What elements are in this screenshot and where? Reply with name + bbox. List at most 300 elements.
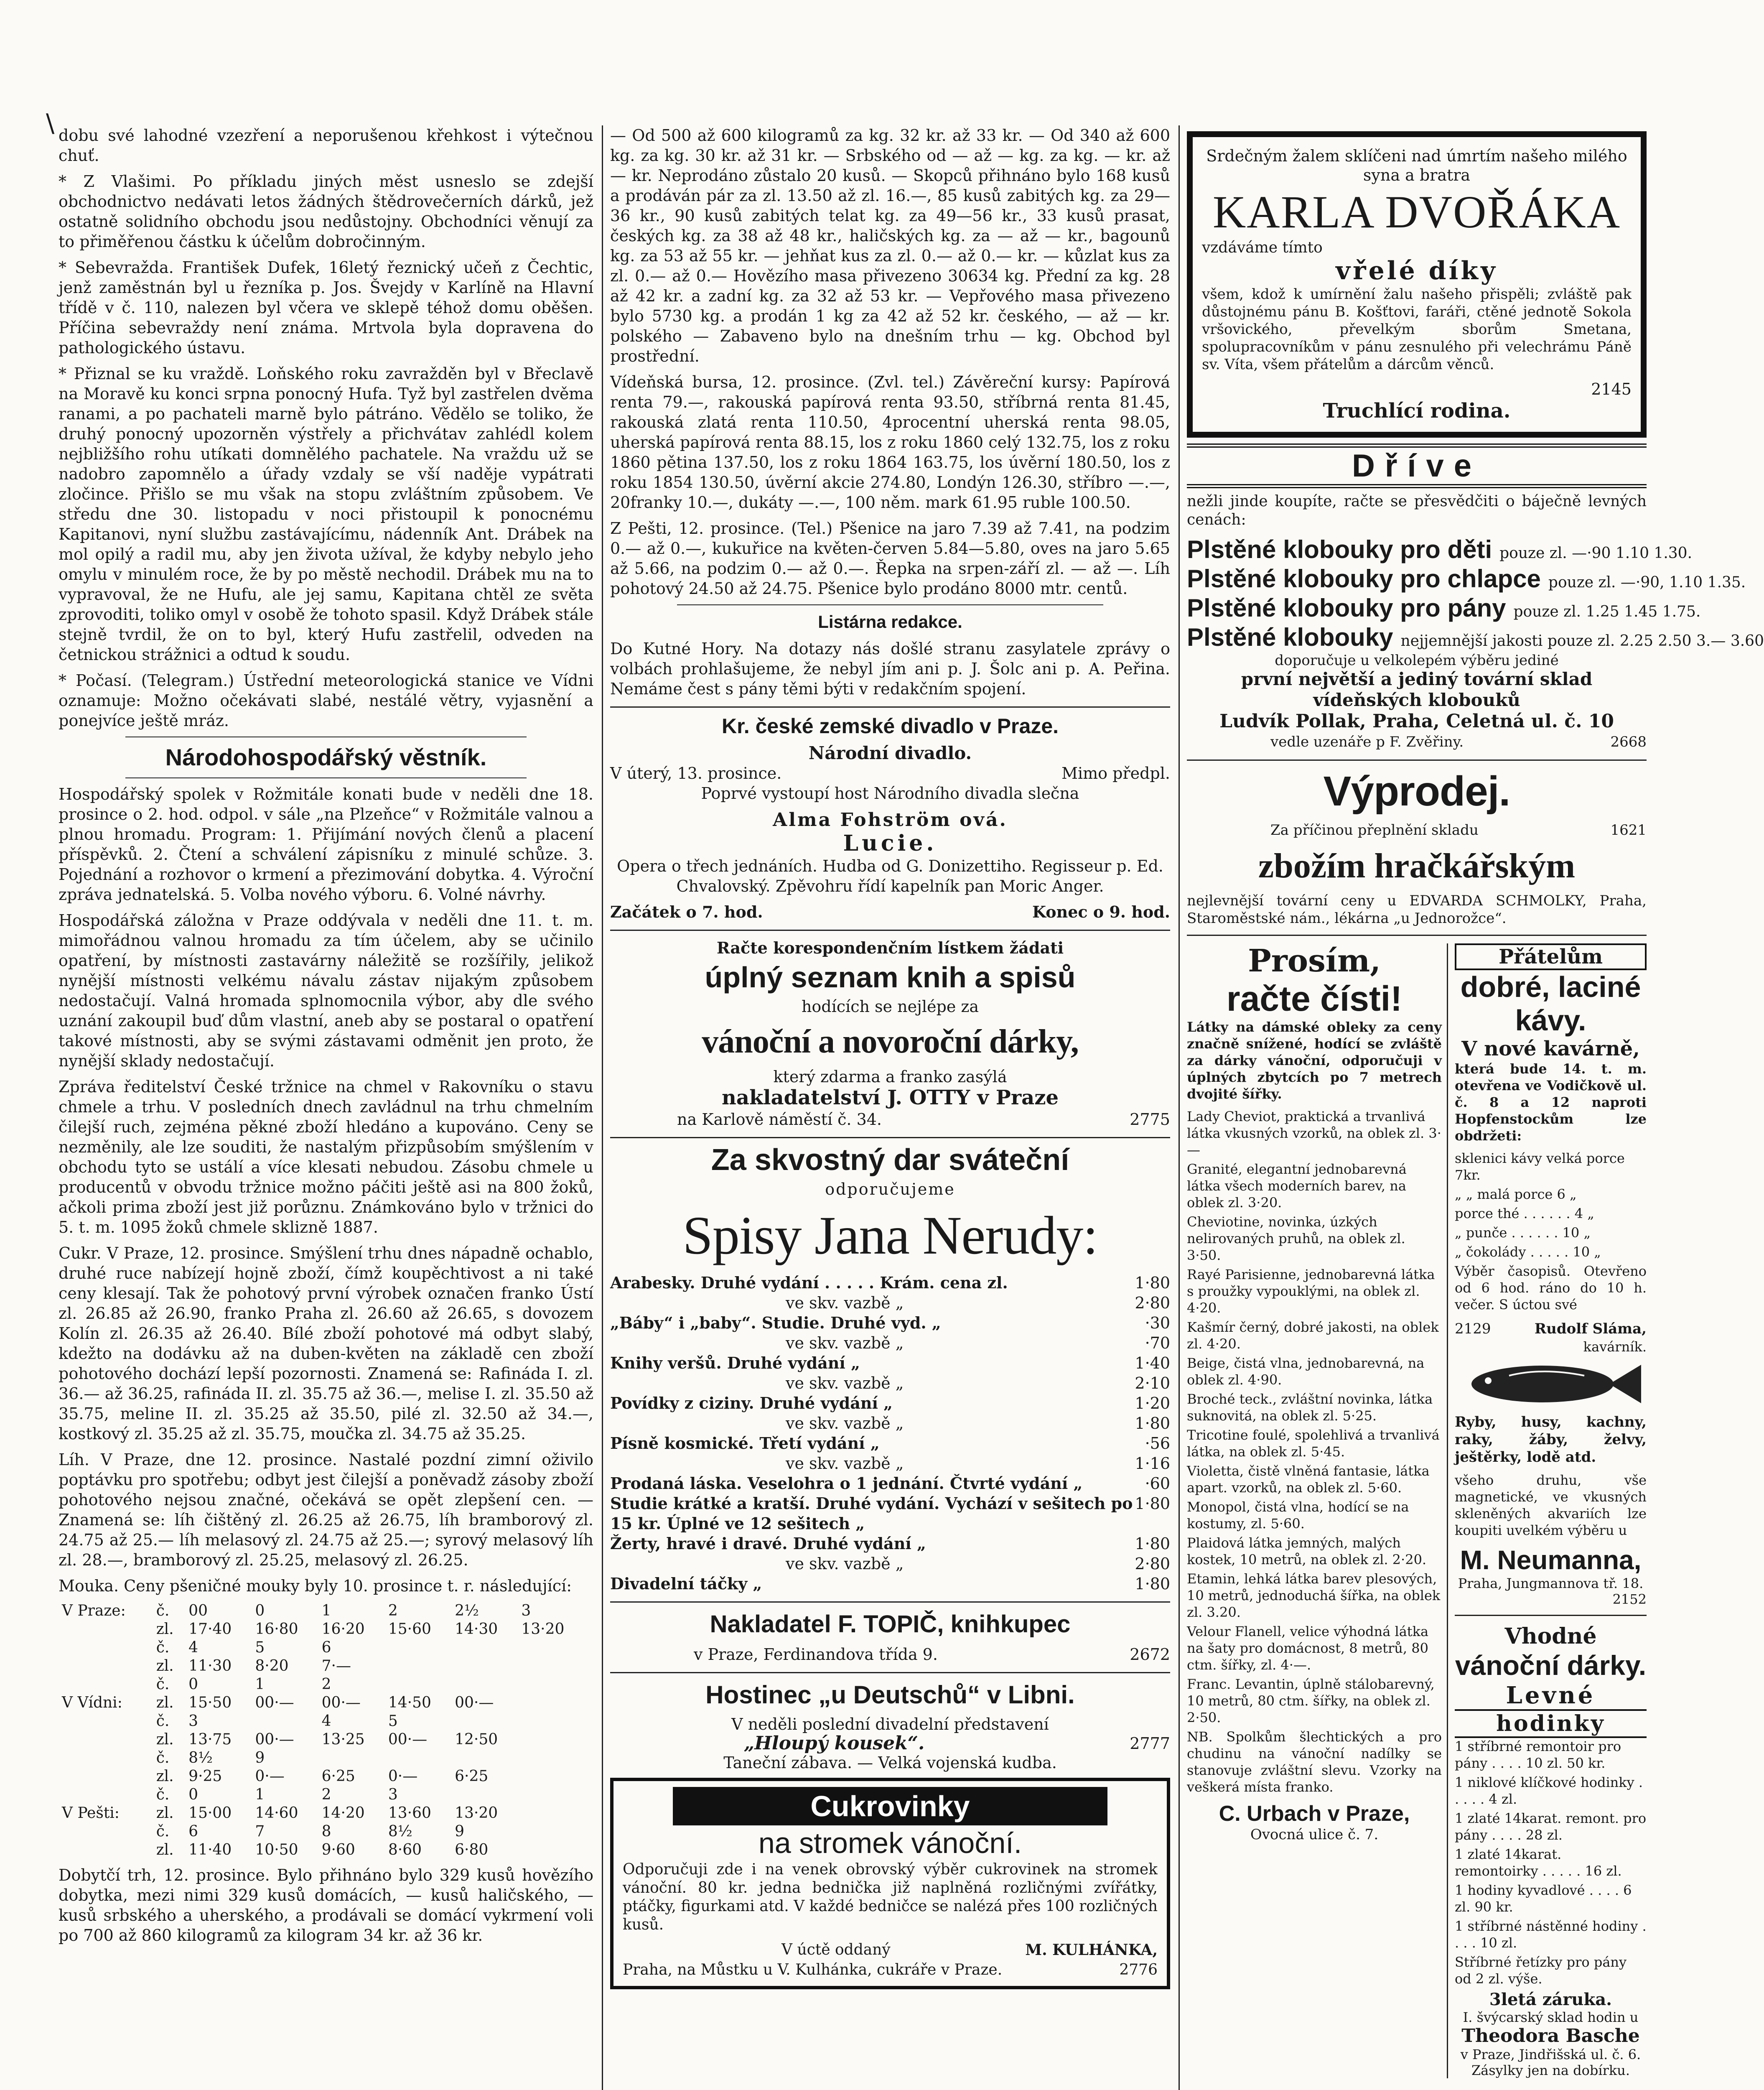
list-item: 1 zlaté 14karat. remontoirky . . . . . 16 zl.: [1455, 1846, 1622, 1879]
table-cell: [385, 1675, 451, 1694]
vyprodej-row: [1187, 820, 1647, 840]
cukrovinky-number: 2776: [1119, 1961, 1158, 1978]
table-cell: 2½: [455, 1602, 479, 1619]
vanocni-title: vánoční dárky.: [1455, 1650, 1647, 1681]
cukrovinky-sign-row: [623, 1940, 1158, 1960]
watch-list: [1455, 1738, 1647, 1987]
vyprodej-title: Výprodej.: [1323, 768, 1510, 815]
book-title: Studie krátké a kratší. Druhé vydání. Vychází v sešitech po 15 kr. Úplné ve 12 sešitech „: [610, 1494, 1133, 1533]
gift-title: Za skvostný dar sváteční: [711, 1143, 1069, 1177]
hostinec-title: Hostinec „u Deutschů“ v Libni.: [705, 1681, 1075, 1709]
levne-title: Levné: [1506, 1682, 1596, 1709]
burza-pest: Z Pešti, 12. prosince. (Tel.) Pšenice na jaro 7.39 až 7.41, na podzim 0.— až 0.—, kukuřice na květen-červen 5.84—5.80, oves na jaro 5.65 až 5.66, na podzim 0.— až 0.—. Řepka na srpen-září zl. — až —. Líh pohotový 24.50 až 24.75. Pšenice bylo prodáno 8000 mtr. centů.: [610, 519, 1170, 598]
table-cell: 7: [255, 1823, 265, 1840]
table-cell: 1: [321, 1602, 331, 1619]
table-row: [59, 1675, 593, 1694]
table-cell: 3: [188, 1713, 199, 1730]
divider: [1187, 760, 1647, 761]
theatre-guest: Poprvé vystoupí host Národního divadla slečna: [701, 784, 1079, 803]
table-cell: [59, 1822, 153, 1841]
divider: [610, 1672, 1170, 1673]
table-cell: zl.: [156, 1731, 174, 1748]
table-row: [59, 1822, 593, 1841]
hats-recommend: doporučuje u velkolepém výběru jediné: [1275, 652, 1559, 669]
list-item: Stříbrné řetízky pro pány od 2 zl. výše.: [1455, 1954, 1627, 1987]
book-title: Knihy veršů. Druhé vydání „: [610, 1353, 860, 1372]
table-cell: 0: [255, 1602, 265, 1619]
table-cell: 9·25: [188, 1768, 222, 1785]
kava-price-list: [1455, 1150, 1647, 1260]
table-cell: 13·20: [455, 1805, 498, 1822]
newspaper-page: [59, 125, 1764, 2090]
vyprodej-shop: nejlevnější tovární ceny u EDVARDA SCHMOLKY, Praha, Staroměstské nám., lékárna „u Jednorožce“.: [1187, 892, 1647, 927]
table-row: [59, 1694, 593, 1712]
table-cell: 13·25: [321, 1731, 365, 1748]
economy-chmel: Zpráva ředitelství České tržnice na chmel v Rakovníku o stavu chmele a trhu. V posledních dnech zavládnul na trhu chmelním čilejší ruch, zejména pěkné zboží hledáno a kupováno. Ceny se nezměnily, ale lze souditi, že nastalým přizpůsobím smýšlením v obchodu tyto se ustálí a více klesati nebudou. Zásobu chmele u producentů v obvodu tržnice možno páčiti ještě asi na 800 žoků, ačkoli prima zboží jest již porůznu. Známkováno bylo v tržnici do 5. t. m. 1095 žoků chmele sklizně 1887.: [59, 1078, 593, 1236]
table-row: [59, 1712, 593, 1731]
list-item: Plaidová látka jemných, malých kostek, 10 metrů, na oblek zl. 2·20.: [1187, 1535, 1427, 1568]
pollak-sub: vedle uzenáře p F. Zvěřiny.: [1270, 734, 1464, 750]
table-cell: [518, 1767, 584, 1786]
mourning-text: všem, kdož k umírnění žalu našeho přispěli; zvláště pak důstojnému pánu B. Košťtovi, faráři, ctěné jednotě Sokola vršovického, převelkým sborům Smetana, spolupracovníkům v pánu zesnulého při velechrámu Páně sv. Víta, všem přátelům a dárcům věnců.: [1202, 286, 1632, 373]
watch-text: I. švýcarský sklad hodin u: [1463, 2009, 1639, 2025]
section-title: Národohospodářský věstník.: [165, 744, 487, 770]
book-price: ·30: [1145, 1314, 1170, 1332]
list-item: [610, 1433, 1170, 1453]
otto-title: vánoční a novoroční dárky,: [702, 1023, 1079, 1060]
list-item: „ punče . . . . . . 10 „: [1455, 1225, 1591, 1241]
list-item: Cheviotine, novinka, úzkých nelirovaných pruhů, na oblek zl. 3·50.: [1187, 1214, 1405, 1263]
list-item: Kašmír černý, dobré jakosti, na oblek zl. 4·20.: [1187, 1319, 1439, 1352]
topic-firm: Nakladatel F. TOPIČ, knihkupec: [710, 1611, 1071, 1638]
mourning-name: KARLA DVOŘÁKA: [1212, 186, 1621, 237]
table-cell: 00·—: [255, 1694, 294, 1711]
fish-icon: [1459, 1359, 1643, 1409]
kava-head: Přátelům: [1455, 943, 1647, 970]
divider: [610, 1601, 1170, 1603]
pollak-firm: Ludvík Pollak, Praha, Celetná ul. č. 10: [1219, 711, 1614, 732]
book-price: ·56: [1145, 1434, 1170, 1453]
table-cell: zl.: [156, 1621, 174, 1638]
list-item: [610, 1293, 1170, 1313]
table-row: [59, 1639, 593, 1657]
otto-text: který zdarma a franko zasýlá: [773, 1068, 1007, 1086]
list-item: [1187, 564, 1746, 594]
table-cell: 14·60: [255, 1805, 298, 1822]
table-cell: 5: [388, 1713, 398, 1730]
otto-lead: Račte korespondenčním lístkem žádati: [716, 938, 1064, 957]
table-cell: [59, 1620, 153, 1639]
hostinec-play-row: [610, 1733, 1170, 1754]
theatre-description: Opera o třech jednáních. Hudba od G. Donizettiho. Regisseur p. Ed. Chvalovský. Zpěvohru řídí kapelník pan Moric Anger.: [617, 857, 1163, 895]
table-cell: 17·40: [188, 1621, 232, 1638]
table-cell: č.: [156, 1713, 170, 1730]
latky-text: Látky na dámské obleky za ceny značně snížené, hodící se zvláště za dárky vánoční, odporučuji v úplných zbytcích po 7 metrech dvojité šířky.: [1187, 1019, 1442, 1102]
divider: [125, 777, 527, 778]
book-title: Žerty, hravé i dravé. Druhé vydání „: [610, 1534, 926, 1553]
table-cell: V Pešti:: [62, 1805, 120, 1822]
table-cell: 16·80: [255, 1621, 298, 1638]
burza-wien: Vídeňská bursa, 12. prosince. (Zvl. tel.) Závěreční kursy: Papírová renta 79.—, rakouská papírová renta 93.50, stříbrná renta 81.45, rakouská zlatá renta 110.50, 4procentní uherská renta 98.05, uherská papírová renta 88.15, los z roku 1860 celý 132.75, los z roku 1860 pětina 137.50, los z roku 1864 163.75, los úvěrní 180.50, los z roku 1854 130.50, úvěrní akcie 274.80, Londýn 126.30, stříbro —.—, 20franky 10.—, dukáty —.—, 100 něm. mark 61.95 ruble 100.50.: [610, 373, 1170, 512]
basche-note: Zásylky jen na dobírku.: [1471, 2062, 1630, 2078]
table-cell: [59, 1767, 153, 1786]
cukrovinky-ad: [610, 1778, 1170, 1989]
list-item: „ „ malá porce 6 „: [1455, 1186, 1577, 1202]
kava-text: která bude 14. t. m. otevřena ve Vodičkově ul. č. 8 a 12 naproti Hopfenstockům lze obdržeti:: [1455, 1061, 1647, 1144]
table-row: [59, 1841, 593, 1859]
ryby-text: všeho druhu, vše magnetické, ve vkusných skleněných akvariích lze koupiti uvelkém výběru u: [1455, 1472, 1647, 1538]
topic-address-row: [610, 1644, 1170, 1664]
cukrovinky-title: Cukrovinky: [673, 1787, 1107, 1825]
table-cell: [518, 1749, 584, 1767]
table-cell: 16·20: [321, 1621, 365, 1638]
hat-name: Plstěné klobouky pro pány: [1187, 594, 1506, 622]
table-cell: [518, 1657, 584, 1675]
theatre-date-row: [610, 763, 1170, 783]
list-item: [610, 1333, 1170, 1353]
table-cell: 8¹⁄₂: [188, 1749, 213, 1766]
table-cell: [59, 1749, 153, 1767]
list-item: Franc. Levantin, úplně stálobarevný, 10 metrů, 80 ctm. šířky, na oblek zl. 2·50.: [1187, 1676, 1435, 1726]
cukrovinky-text: Odporučuji zde i na venek obrovský výběr cukrovinek na stromek vánoční. 80 kr. jedna bednička již naplněná rozličnými zvířátky, ptáčky, figurkami atd. V každé bedničce se nalézá přes 100 rozličných kusů.: [623, 1861, 1158, 1933]
vyprodej-text: Za příčinou přeplnění skladu: [1270, 822, 1479, 839]
list-item: [1187, 535, 1693, 564]
table-row: [59, 1786, 593, 1804]
urbach-nb: NB. Spolkům šlechtických a pro chudinu na vánoční nadílky se stanovuje zvláštní slevu. Vzorky na veškerá místa franko.: [1187, 1729, 1442, 1795]
table-row: [59, 1804, 593, 1822]
table-row: [59, 1767, 593, 1786]
list-item: [610, 1554, 1170, 1574]
table-cell: 9·60: [321, 1841, 355, 1858]
book-title: Písně kosmické. Třetí vydání „: [610, 1434, 880, 1453]
table-cell: 6: [321, 1639, 331, 1656]
cukrovinky-sign: V úctě oddaný: [781, 1941, 891, 1958]
table-cell: 6·25: [455, 1768, 489, 1785]
table-cell: 1: [255, 1676, 265, 1693]
list-item: Lady Cheviot, praktická a trvanlivá látka vkusných vzorků, na oblek zl. 3·—: [1187, 1109, 1441, 1158]
table-cell: 0·—: [255, 1768, 285, 1785]
topic-number: 2672: [1130, 1645, 1170, 1664]
hat-name: Plstěné klobouky: [1187, 623, 1393, 651]
kava-role: kavárník.: [1583, 1339, 1647, 1355]
list-item: Granité, elegantní jednobarevná látka všech moderních barev, na oblek zl. 3·20.: [1187, 1161, 1407, 1211]
book-title: „Báby“ i „baby“. Studie. Druhé vyd. „: [610, 1313, 941, 1332]
book-price: 1·80: [1135, 1575, 1170, 1593]
neumann-firm: M. Neumanna,: [1460, 1545, 1642, 1575]
table-cell: [385, 1749, 451, 1767]
otto-address-row: [610, 1109, 1170, 1129]
list-item: [610, 1413, 1170, 1433]
list-item: [610, 1273, 1170, 1293]
table-cell: 11·30: [188, 1657, 232, 1675]
table-cell: [518, 1731, 584, 1749]
listarna-title: Listárna redakce.: [818, 612, 962, 632]
table-cell: V Praze:: [62, 1602, 126, 1619]
table-cell: 15·50: [188, 1694, 232, 1711]
table-cell: 14·50: [388, 1694, 431, 1711]
table-cell: [518, 1841, 584, 1859]
theatre-time-row: [610, 902, 1170, 922]
table-cell: 13·60: [388, 1805, 431, 1822]
table-cell: 2: [321, 1676, 331, 1693]
economy-rozmital: Hospodářský spolek v Rožmitále konati bude v neděli dne 18. prosince o 2. hod. odpol. v sále „na Plzeňce“ v Rožmitále valnou a plnou hromadu. Program: 1. Přijímání nových členů a placení příspěvků. 2. Čtení a schválení zápisníku z minulé schůze. 3. Pojednání a rozhovor o krmení a přezimování dobytka. 4. Výroční zpráva jednatelská. 5. Volba nového výboru. 6. Volné návrhy.: [59, 785, 593, 904]
split-ads: [1187, 943, 1647, 2078]
book-title: Prodaná láska. Veselohra o 1 jednání. Čtvrté vydání „: [610, 1474, 1083, 1493]
article-text: dobu své lahodné vzezření a neporušenou křehkost i výtečnou chuť.: [59, 126, 593, 165]
table-cell: 8·60: [388, 1841, 422, 1858]
kava-sign-row: [1455, 1319, 1647, 1339]
mourning-notice: [1187, 131, 1647, 438]
list-item: Beige, čistá vlna, jednobarevná, na oblek zl. 4·90.: [1187, 1355, 1425, 1388]
kava-sign: Rudolf Sláma,: [1534, 1320, 1647, 1337]
table-cell: 3: [521, 1602, 531, 1619]
table-cell: zl.: [156, 1841, 174, 1858]
column-1: [59, 125, 593, 2090]
book-price: 1·16: [1135, 1454, 1170, 1473]
urbach-ad: [1187, 943, 1448, 2078]
neumann-address: Praha, Jungmannova tř. 18.: [1458, 1575, 1644, 1591]
kava-sub: V nové kavárně,: [1461, 1037, 1640, 1060]
list-item: [610, 1373, 1170, 1393]
table-cell: [385, 1639, 451, 1657]
table-cell: [59, 1786, 153, 1804]
mourning-sign-row: [1202, 379, 1632, 399]
list-item: Velour Flanell, velice výhodná látka na šaty pro domácnost, 8 metrů, 80 ctm. šířky, zl. 4·—.: [1187, 1624, 1429, 1673]
mourning-sign: Truchlící rodina.: [1323, 399, 1511, 423]
table-cell: č.: [156, 1639, 170, 1656]
table-cell: 2: [321, 1786, 331, 1803]
table-cell: [59, 1841, 153, 1859]
list-item: „ čokolády . . . . . 10 „: [1455, 1244, 1601, 1260]
list-item: Rayé Parisienne, jednobarevná látka s proužky vypouklými, na oblek zl. 4·20.: [1187, 1267, 1435, 1316]
table-cell: [518, 1804, 584, 1822]
mourning-p: vzdáváme tímto: [1202, 239, 1323, 256]
mourning-lead: Srdečným žalem sklíčeni nad úmrtím našeho milého syna a bratra: [1206, 147, 1627, 184]
table-cell: č.: [156, 1749, 170, 1766]
table-row: [59, 1749, 593, 1767]
table-cell: č.: [156, 1786, 170, 1803]
table-cell: 0·—: [388, 1768, 418, 1785]
table-cell: 00·—: [455, 1694, 494, 1711]
table-cell: 6·25: [321, 1768, 355, 1785]
table-cell: 6·80: [455, 1841, 489, 1858]
otto-address: na Karlově náměstí č. 34.: [677, 1110, 882, 1129]
hat-price: nejjemnější jakosti pouze zl. 2.25 2.50 3.— 3.60: [1400, 632, 1764, 650]
list-item: [610, 1494, 1170, 1534]
table-cell: 8·20: [255, 1657, 289, 1675]
divider: [610, 1137, 1170, 1138]
table-cell: [451, 1786, 518, 1804]
book-title: ve skv. vazbě „: [786, 1374, 904, 1392]
table-cell: [59, 1712, 153, 1731]
hat-price: pouze zl. —·90 1.10 1.30.: [1499, 545, 1693, 562]
hat-price: pouze zl. 1.25 1.45 1.75.: [1513, 603, 1701, 620]
book-price: 2·10: [1135, 1374, 1170, 1392]
urbach-address: Ovocná ulice č. 7.: [1250, 1826, 1379, 1843]
theatre-title: Kr. české zemské divadlo v Praze.: [721, 714, 1059, 738]
neumann-number: 2152: [1612, 1591, 1647, 1607]
table-cell: 1: [255, 1786, 265, 1803]
otto-headline: úplný seznam knih a spisů: [705, 961, 1076, 994]
drive-title: [1187, 443, 1647, 488]
table-cell: 2: [388, 1602, 398, 1619]
table-cell: [518, 1639, 584, 1657]
market-text: — Od 500 až 600 kilogramů za kg. 32 kr. až 33 kr. — Od 340 až 600 kg. za kg. 30 kr. až 31 kr. — Srbského od — až — kg. za kg. — kr. až — kr. Neprodáno zůstalo 20 kusů. — Skopců přihnáno bylo 168 kusů a prodáván pár za zl. 13.50 až zl. 16.—, 85 kusů zabitých kg. za 29—36 kr., 90 kusů zabitých telat kg. za 49—56 kr., 33 kusů prasat, českých kg. za 38 až 48 kr., haličských kg. za — až — kr., bagounů kg. za 53 až 55 kr. — jehňat kus za zl. 0.— až 0.— kr. — kůzlat kus za zl. 0.— až 0.— Hovězího masa přivezeno 30634 kg. Přední za kg. 28 až 42 kr. a zadní kg. za 32 až 53 kr. — Vepřového masa přivezeno bylo 5730 kg. a prodán 1 kg za 42 až 52 kr. českého, — až — kr. polského — Zabaveno bylo na dnešním trhu — kg. Obchod byl prostřední.: [610, 126, 1170, 365]
mourning-number: 2145: [1591, 380, 1632, 398]
table-cell: 6: [188, 1823, 199, 1840]
zaruka: 3letá záruka.: [1489, 1990, 1612, 2009]
otto-sub: hodících se nejlépe za: [801, 997, 979, 1016]
table-cell: 9: [455, 1823, 465, 1840]
column-2: [610, 125, 1170, 2090]
otto-firm: nakladatelství J. OTTY v Praze: [721, 1086, 1059, 1109]
hat-name: Plstěné klobouky pro chlapce: [1187, 565, 1541, 593]
news-pocasi: * Počasí. (Telegram.) Ústřední meteorologická stanice ve Vídni oznamuje: Možno očekávati slabé, nestálé větry, vyjasnění a ponejvíce ještě mráz.: [59, 671, 593, 730]
book-title: ve skv. vazbě „: [786, 1294, 904, 1312]
table-cell: zl.: [156, 1768, 174, 1785]
list-item: 1 stříbrné nástěnné hodiny . . . . 10 zl.: [1455, 1918, 1647, 1951]
table-cell: [252, 1712, 318, 1731]
column-3: [1187, 125, 1764, 2090]
table-cell: 00·—: [321, 1694, 361, 1711]
cukrovinky-firm: M. KULHÁNKA,: [1025, 1941, 1158, 1959]
economy-cukr: Cukr. V Praze, 12. prosince. Smýšlení trhu dnes nápadně ochablo, druhé ruce nabízejí hojně zboží, čímž koupěchtivost a ni také ceny klesají. Tak že pohotový první výrobek označen franko Ústí zl. 26.85 až 26.90, franko Praha zl. 26.60 až 26.65, s dovozem Kolín zl. 26.35 až 26.40. Bílé zboží pohotové má odbyt slabý, kdežto na dodávku až na duben-květen na základě cen zboží pohotového dochází lepší pozornosti. Znamená se: Rafináda I. zl. 36.— až 36.25, rafináda II. zl. 35.75 až 36.—, melise I. zl. 35.50 až 35.75, meline II. zl. 35.25 až 35.50, pilé zl. 32.50 až 34.—, kostkový zl. 35.25 až zl. 35.75, moučka zl. 34.75 až 35.25.: [59, 1244, 593, 1443]
book-price: 1·80: [1135, 1414, 1170, 1432]
table-row: [59, 1657, 593, 1675]
table-cell: 7·—: [321, 1657, 351, 1675]
list-item: Monopol, čistá vlna, hodící se na kostumy, zl. 5·60.: [1187, 1499, 1409, 1532]
gift-sub: odporučujeme: [825, 1180, 955, 1198]
table-cell: 14·30: [455, 1621, 498, 1638]
hat-list: [1187, 535, 1764, 652]
list-item: 1 stříbrné remontoir pro pány . . . . 10 zl. 50 kr.: [1455, 1738, 1621, 1771]
list-item: sklenici kávy velká porce 7kr.: [1455, 1150, 1625, 1183]
otto-number: 2775: [1130, 1110, 1170, 1129]
table-cell: [59, 1731, 153, 1749]
hat-name: Plstěné klobouky pro děti: [1187, 535, 1492, 563]
theatre-singer: Alma Fohström ová.: [773, 809, 1008, 831]
table-cell: 4: [321, 1713, 331, 1730]
hat-price: pouze zl. —·90, 1.10 1.35.: [1548, 574, 1746, 591]
divider: [677, 604, 1103, 605]
table-cell: [518, 1694, 584, 1712]
divider: [610, 706, 1170, 708]
list-item: 1 niklové klíčkové hodinky . . . . . 4 zl.: [1455, 1774, 1643, 1807]
table-cell: [518, 1822, 584, 1841]
list-item: [1187, 623, 1764, 652]
book-title: ve skv. vazbě „: [786, 1414, 904, 1432]
table-cell: [518, 1712, 584, 1731]
table-cell: 12·50: [455, 1731, 498, 1748]
table-cell: 13·75: [188, 1731, 232, 1748]
book-price: 1·80: [1135, 1274, 1170, 1292]
hostinec-text: V neděli poslední divadelní představení: [731, 1715, 1049, 1733]
economy-zalozna: Hospodářská záložna v Praze oddývala v neděli dne 11. t. m. mimořádnou valnou hromadu za tím účelem, aby se učinilo opatření, by místnosti zastavárny náležitě se rozšířily, jelikož nynější místnosti velkému návalu zástav nijakým způsobem nedostačují. Valná hromada splnomocnila výbor, aby dle svého uznání zakoupil buď dům vlastní, aneb aby se postaral o opatření takové místnosti, aby se svými zástavami odměnit jen proto, že nynější sklady nedostačují.: [59, 911, 593, 1070]
listarna-text: Do Kutné Hory. Na dotazy nás došlé stranu zasylatele zprávy o volbách prohlašujeme, že nebyl jím ani p. J. Šolc ani p. A. Peřina. Nemáme čest s pány těmi býti v redakčním spojení.: [610, 640, 1170, 698]
table-cell: [451, 1749, 518, 1767]
book-title: ve skv. vazbě „: [786, 1334, 904, 1352]
table-cell: zl.: [156, 1805, 174, 1822]
flour-price-table: [59, 1602, 593, 1859]
divider: [610, 930, 1170, 931]
table-row: [59, 1602, 593, 1620]
divider: [1187, 935, 1647, 936]
table-cell: 9: [255, 1749, 265, 1766]
list-item: [610, 1453, 1170, 1473]
basche-address: v Praze, Jindřišská ul. č. 6.: [1460, 2047, 1641, 2062]
table-cell: 00·—: [255, 1731, 294, 1748]
book-title: Divadelní táčky „: [610, 1574, 762, 1593]
book-price: 1·40: [1135, 1354, 1170, 1372]
table-cell: zl.: [156, 1657, 174, 1675]
fabric-list: [1187, 1108, 1442, 1726]
list-item: [610, 1574, 1170, 1594]
cukrovinky-address: Praha, na Můstku u V. Kulhánka, cukráře v Praze.: [623, 1961, 1003, 1978]
table-cell: [59, 1657, 153, 1675]
table-cell: 14·20: [321, 1805, 365, 1822]
table-cell: 0: [188, 1786, 199, 1803]
list-item: Broché teck., zvláštní novinka, látka suknovitá, na oblek zl. 5·25.: [1187, 1391, 1433, 1424]
basche-firm: Theodora Basche: [1461, 2025, 1640, 2047]
economy-lih: Líh. V Praze, dne 12. prosince. Nastalé pozdní zimní oživilo poptávku pro spotřebu; odbyt jest čilejší a poněvadž zásoby zboží pohotového nejsou značné, očekává se opět zlepšení cen. — Znamená se: líh čištěný zl. 26.25 až 26.75, líh bramborový zl. 24.75 až 25.— líh melasový zl. 24.75 až 25.—; syrový melasový líh zl. 28.—, bramborový zl. 25.25, melasový zl. 26.25.: [59, 1450, 593, 1569]
table-row: [59, 1620, 593, 1639]
vhodne-title: Vhodné: [1504, 1624, 1597, 1649]
drive-text: nežli jinde koupíte, račte se přesvědčiti o báječně levných cenách:: [1187, 493, 1647, 528]
hostinec-play: „Hloupý kousek“.: [744, 1733, 925, 1754]
economy-mouka: Mouka. Ceny pšeničné mouky byly 10. prosince t. r. následující:: [59, 1577, 572, 1595]
table-row: [59, 1731, 593, 1749]
hats-shop: první největší a jediný tovární sklad vídeňských klobouků: [1241, 669, 1593, 710]
table-cell: [318, 1749, 385, 1767]
list-item: [610, 1353, 1170, 1373]
table-cell: 8: [321, 1823, 331, 1840]
theatre-subtitle: Národní divadlo.: [808, 743, 972, 763]
list-item: [610, 1534, 1170, 1554]
neruda-title: Spisy Jana Nerudy:: [682, 1206, 1098, 1266]
column-rule: [602, 125, 603, 2090]
book-price: ·70: [1145, 1334, 1170, 1352]
book-price: 2·80: [1135, 1555, 1170, 1573]
column-rule: [1179, 125, 1180, 2090]
table-cell: 13·20: [521, 1621, 565, 1638]
news-vrazda: * Přiznal se ku vraždě. Loňského roku zavražděn byl v Břeclavě na Moravě ku konci srpna ponocný Hufa. Tyž byl zastřelen dvěma ranami, a po pachateli marně bylo pátráno. Vědělo se toliko, že druhý ponocný upozorněn výstřely a přichvátav zahlédl kolem nejbližšího rohu utíkati domnělého pachatele. Na vraždu už se nadobro zapomnělo a úřady vzdaly se vší naděje vypátrati zločince. Přišlo se mu však na stopu zvláštním způsobem. Ve středu dne 30. listopadu v noci přistoupil k ponocnému Kapitanovi, nyní službu zastávajícímu, nádenník Ant. Drábek na mol opilý a radil mu, aby jen života užíval, že kdyby nebylo jeho omylu v minulém roce, že by po městě nechodil. Drábek mu na to vypravoval, že ne Hufu, ale jej samu, Kapitana chtěl ze světa zprovoditi, toliko omyl v osobě že tohoto spasil. Když Drábek stále stejně tvrdil, že on to byl, který Hufu zastřelil, odveden na četnickou strážnici a odtud k soudu.: [59, 364, 593, 664]
vyprodej-number: 1621: [1610, 822, 1647, 839]
urbach-firm: C. Urbach v Praze,: [1219, 1802, 1410, 1826]
list-item: [610, 1313, 1170, 1333]
news-vlasim: * Z Vlašimi. Po příkladu jiných měst usneslo se zdejší obchodnictvo nedávati letos žádných štědrovečerních dárků, jež ostatně solidního obchodu jsou nedůstojny. Obchodníci věnují za to přiměřenou částku k účelům dobročinným.: [59, 172, 593, 251]
list-item: [610, 1473, 1170, 1494]
vyprodej-goods: zbožím hračkářským: [1258, 846, 1576, 885]
topic-address: v Praze, Ferdinandova třída 9.: [694, 1645, 938, 1664]
table-cell: 15·60: [388, 1621, 431, 1638]
right-ads: [1455, 943, 1647, 2078]
ryby-title: Ryby, husy, kachny, raky, žáby, želvy, ještěrky, lodě atd.: [1455, 1414, 1647, 1466]
pollak-row: [1187, 732, 1647, 752]
book-price: 2·80: [1135, 1294, 1170, 1312]
table-cell: č.: [156, 1823, 170, 1840]
table-cell: [59, 1639, 153, 1657]
pollak-number: 2668: [1610, 734, 1647, 750]
table-cell: č.: [156, 1676, 170, 1693]
theatre-date: V úterý, 13. prosince.: [610, 764, 782, 782]
book-title: ve skv. vazbě „: [786, 1454, 904, 1473]
table-cell: 5: [255, 1639, 265, 1656]
table-cell: [451, 1657, 518, 1675]
list-item: Etamin, lehká látka barev plesových, 10 metrů, jednoduchá šířka, na oblek zl. 3.20.: [1187, 1571, 1441, 1620]
hostinec-number: 2777: [1130, 1734, 1170, 1753]
table-cell: zl.: [156, 1694, 174, 1711]
table-cell: 8¹⁄₂: [388, 1823, 412, 1840]
